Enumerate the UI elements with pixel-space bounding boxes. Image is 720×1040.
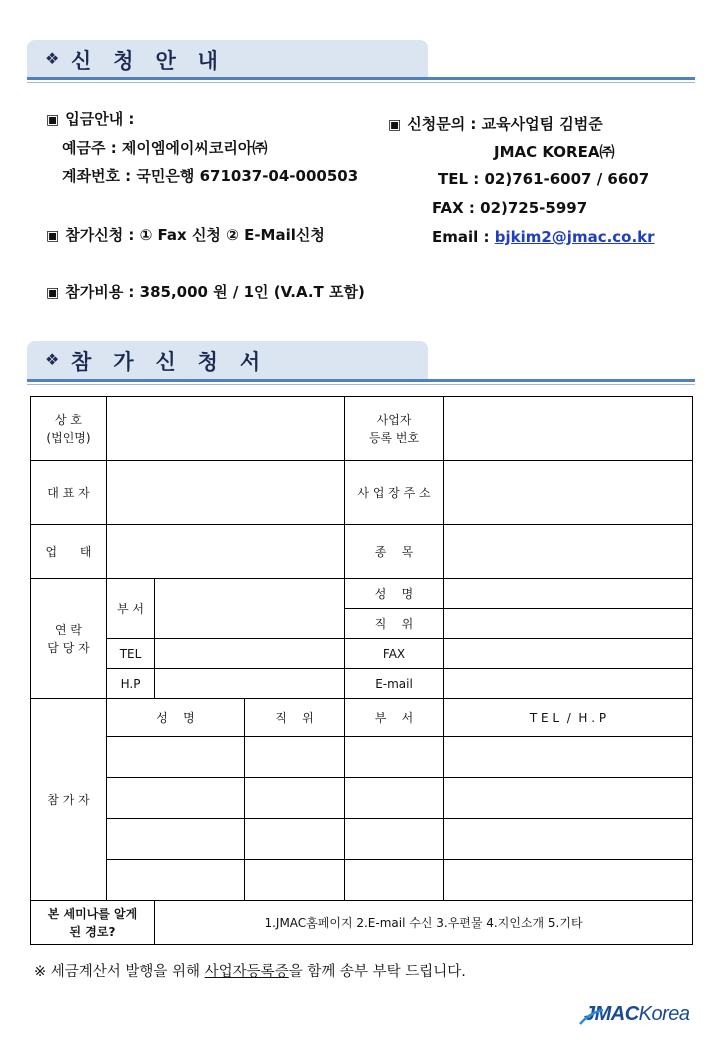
- footnote-emphasis: 사업자등록증: [204, 964, 289, 980]
- contact-person-label: 연 락 담 당 자: [31, 579, 107, 699]
- jmac-korea-logo: JMACKorea: [580, 1003, 690, 1026]
- contact-fax: FAX : 02)725-5997: [432, 199, 588, 217]
- email-field[interactable]: [444, 669, 693, 699]
- participant-name-field[interactable]: [107, 860, 245, 901]
- diamond-icon: ❖: [45, 350, 60, 369]
- tel-field[interactable]: [155, 639, 345, 669]
- hp-label: H.P: [107, 669, 155, 699]
- divider: [27, 384, 695, 385]
- divider: [27, 77, 695, 80]
- biz-reg-no-field[interactable]: [444, 397, 693, 461]
- biz-type-label: 업 태: [31, 525, 107, 579]
- biz-reg-no-label: 사업자 등록 번호: [345, 397, 444, 461]
- diamond-icon: ❖: [45, 49, 60, 68]
- col-tel-header: T E L / H . P: [444, 699, 693, 737]
- bullet-square-icon: ▣: [388, 117, 402, 133]
- name-field[interactable]: [444, 579, 693, 609]
- biz-type-field[interactable]: [107, 525, 345, 579]
- apply-method: ▣ 참가신청 : ① Fax 신청 ② E-Mail신청: [46, 226, 325, 244]
- footnote: ※ 세금계산서 발행을 위해 사업자등록증을 함께 송부 부탁 드립니다.: [34, 964, 466, 980]
- fax-label: FAX: [345, 639, 444, 669]
- participant-position-field[interactable]: [245, 778, 345, 819]
- deposit-account: 계좌번호 : 국민은행 671037-04-000503: [62, 167, 359, 185]
- participant-name-field[interactable]: [107, 819, 245, 860]
- position-label: 직 위: [345, 609, 444, 639]
- biz-address-field[interactable]: [444, 461, 693, 525]
- route-label: 본 세미나를 알게 된 경로?: [31, 901, 155, 945]
- bullet-square-icon: ▣: [46, 285, 60, 301]
- hp-field[interactable]: [155, 669, 345, 699]
- section-title-form: 참 가 신 청 서: [71, 350, 261, 374]
- fee: ▣ 참가비용 : 385,000 원 / 1인 (V.A.T 포함): [46, 283, 365, 301]
- item-label: 종 목: [345, 525, 444, 579]
- participant-position-field[interactable]: [245, 860, 345, 901]
- participant-tel-field[interactable]: [444, 860, 693, 901]
- application-form-table: [30, 396, 693, 945]
- section-title-guide: 신 청 안 내: [71, 49, 218, 73]
- col-position-header: 직 위: [245, 699, 345, 737]
- participant-position-field[interactable]: [245, 819, 345, 860]
- divider: [27, 379, 695, 382]
- ceo-field[interactable]: [107, 461, 345, 525]
- participant-name-field[interactable]: [107, 778, 245, 819]
- participant-tel-field[interactable]: [444, 737, 693, 778]
- biz-address-label: 사 업 장 주 소: [345, 461, 444, 525]
- participant-position-field[interactable]: [245, 737, 345, 778]
- company-name-label: 상 호 (법인명): [31, 397, 107, 461]
- fax-field[interactable]: [444, 639, 693, 669]
- position-field[interactable]: [444, 609, 693, 639]
- bullet-square-icon: ▣: [46, 228, 60, 244]
- email-link[interactable]: bjkim2@jmac.co.kr: [494, 228, 655, 246]
- contact-company: JMAC KOREA㈜: [494, 143, 615, 161]
- participant-dept-field[interactable]: [345, 819, 444, 860]
- participant-dept-field[interactable]: [345, 778, 444, 819]
- deposit-holder: 예금주 : 제이엠에이씨코리아㈜: [62, 139, 268, 157]
- deposit-heading: ▣ 입금안내 :: [46, 110, 135, 128]
- participants-label: 참 가 자: [31, 699, 107, 901]
- participant-dept-field[interactable]: [345, 737, 444, 778]
- section-header-guide: [27, 40, 428, 78]
- dept-label: 부 서: [107, 579, 155, 639]
- divider: [27, 82, 695, 83]
- bullet-square-icon: ▣: [46, 112, 60, 128]
- ceo-label: 대 표 자: [31, 461, 107, 525]
- logo-swoosh-icon: [578, 1009, 604, 1027]
- company-name-field[interactable]: [107, 397, 345, 461]
- route-options[interactable]: 1.JMAC홈페이지 2.E-mail 수신 3.우편물 4.지인소개 5.기타: [155, 901, 693, 945]
- dept-field[interactable]: [155, 579, 345, 639]
- participant-tel-field[interactable]: [444, 819, 693, 860]
- name-label: 성 명: [345, 579, 444, 609]
- participant-name-field[interactable]: [107, 737, 245, 778]
- col-dept-header: 부 서: [345, 699, 444, 737]
- col-name-header: 성 명: [107, 699, 245, 737]
- contact-tel: TEL : 02)761-6007 / 6607: [438, 170, 650, 188]
- email-label: E-mail: [345, 669, 444, 699]
- participant-tel-field[interactable]: [444, 778, 693, 819]
- tel-label: TEL: [107, 639, 155, 669]
- item-field[interactable]: [444, 525, 693, 579]
- contact-email: Email : bjkim2@jmac.co.kr: [432, 228, 655, 246]
- participant-dept-field[interactable]: [345, 860, 444, 901]
- section-header-form: [27, 341, 428, 379]
- contact-heading: ▣ 신청문의 : 교육사업팀 김범준: [388, 115, 603, 133]
